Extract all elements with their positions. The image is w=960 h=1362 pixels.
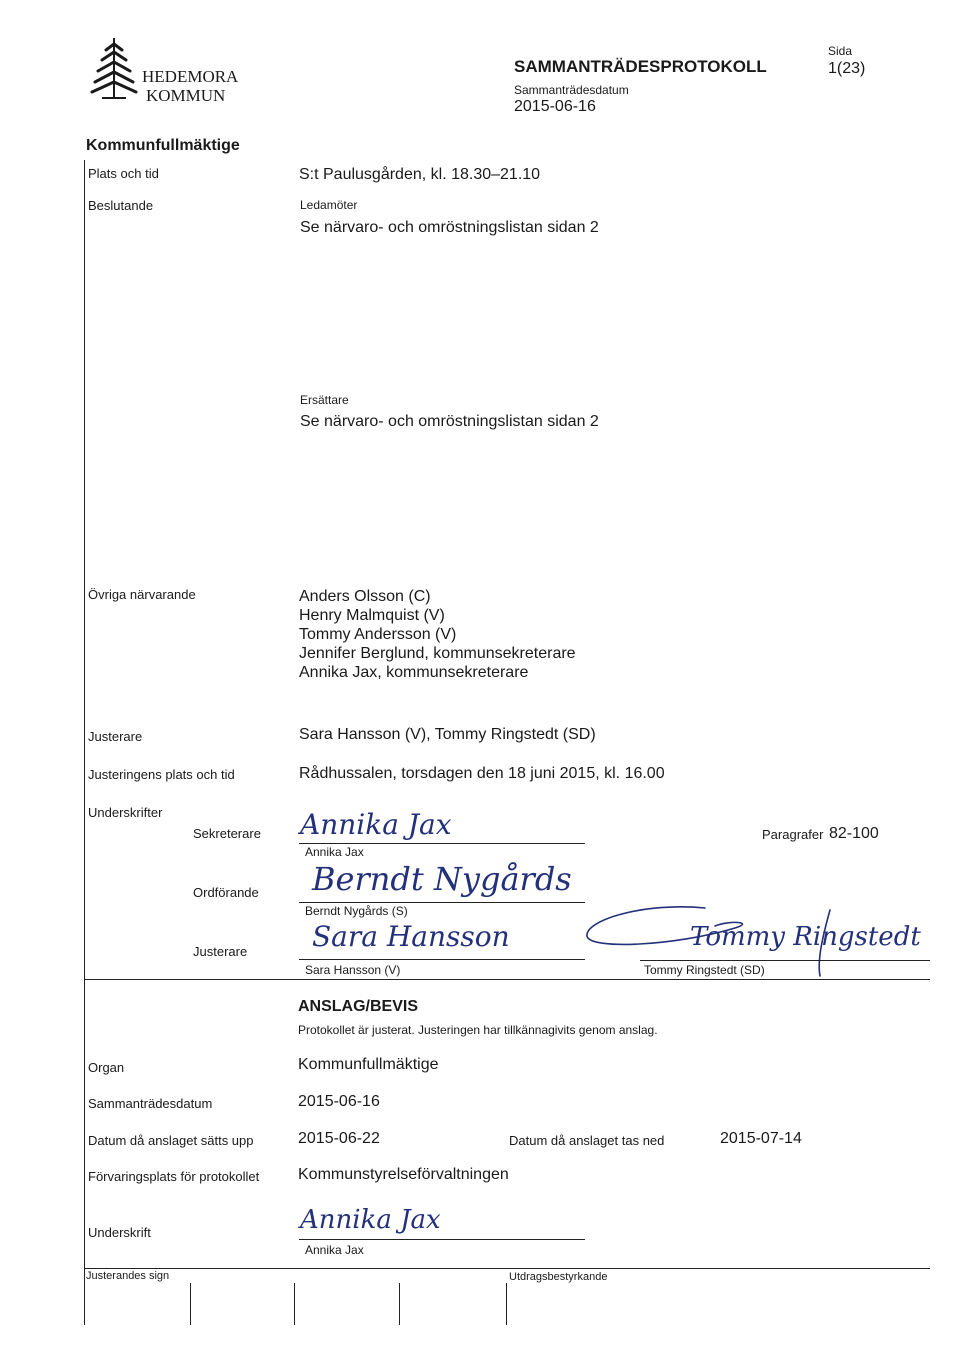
signature-name: Annika Jax bbox=[305, 1243, 364, 1257]
organ-label: Organ bbox=[88, 1060, 125, 1075]
adjusters-label: Justerare bbox=[88, 729, 143, 744]
page-label: Sida bbox=[828, 44, 853, 58]
decision-label: Beslutande bbox=[88, 198, 154, 213]
organ-value: Kommunfullmäktige bbox=[298, 1056, 439, 1073]
signature-label: Underskrift bbox=[88, 1225, 151, 1240]
notice-text: Protokollet är justerat. Justeringen har tillkännagivits genom anslag. bbox=[298, 1023, 658, 1037]
header-date-label: Sammanträdesdatum bbox=[514, 83, 629, 97]
place-label: Plats och tid bbox=[88, 166, 159, 181]
chair-name: Berndt Nygårds (S) bbox=[305, 904, 408, 918]
others-item: Jennifer Berglund, kommunsekreterare bbox=[299, 645, 576, 662]
secretary-signature: Annika Jax bbox=[300, 808, 452, 841]
chair-label: Ordförande bbox=[193, 885, 259, 900]
substitutes-value: Se närvaro- och omröstningslistan sidan 2 bbox=[300, 413, 599, 430]
posted-label: Datum då anslaget sätts upp bbox=[88, 1133, 254, 1148]
removed-label: Datum då anslaget tas ned bbox=[509, 1133, 665, 1148]
adjuster1-signature-line bbox=[299, 959, 585, 960]
adjusters-value: Sara Hansson (V), Tommy Ringstedt (SD) bbox=[299, 726, 596, 743]
adjuster-label: Justerare bbox=[193, 944, 248, 959]
extract-label: Utdragsbestyrkande bbox=[509, 1271, 608, 1283]
others-item: Tommy Andersson (V) bbox=[299, 626, 457, 643]
sign-box-divider bbox=[506, 1283, 507, 1325]
storage-label: Förvaringsplats för protokollet bbox=[88, 1169, 260, 1184]
place-value: S:t Paulusgården, kl. 18.30–21.10 bbox=[299, 166, 541, 183]
others-item: Anders Olsson (C) bbox=[299, 588, 431, 605]
document-title: SAMMANTRÄDESPROTOKOLL bbox=[514, 57, 767, 76]
others-label: Övriga närvarande bbox=[88, 587, 196, 602]
adjust-place-value: Rådhussalen, torsdagen den 18 juni 2015, kl. 16.00 bbox=[299, 765, 665, 782]
substitutes-label: Ersättare bbox=[300, 393, 349, 407]
adjuster2-signature-line bbox=[640, 960, 930, 961]
notice-date-value: 2015-06-16 bbox=[298, 1093, 380, 1110]
adjuster1-signature: Sara Hansson bbox=[312, 920, 510, 953]
logo-line-2: KOMMUN bbox=[146, 86, 226, 105]
others-item: Henry Malmquist (V) bbox=[299, 607, 445, 624]
page-number: 1(23) bbox=[828, 60, 866, 77]
paragraphs-label: Paragrafer bbox=[762, 827, 824, 842]
footer-signature-line bbox=[299, 1239, 585, 1240]
spruce-tree-icon bbox=[88, 36, 140, 100]
sign-box-divider bbox=[399, 1283, 400, 1325]
signatures-bottom-rule bbox=[84, 979, 930, 980]
posted-value: 2015-06-22 bbox=[298, 1130, 380, 1147]
notice-date-label: Sammanträdesdatum bbox=[88, 1096, 213, 1111]
logo-line-1: HEDEMORA bbox=[142, 67, 239, 86]
chair-signature: Berndt Nygårds bbox=[312, 860, 572, 898]
header-date: 2015-06-16 bbox=[514, 98, 596, 115]
signatures-label: Underskrifter bbox=[88, 805, 163, 820]
sign-box-divider bbox=[294, 1283, 295, 1325]
body-name: Kommunfullmäktige bbox=[86, 137, 240, 154]
notice-title: ANSLAG/BEVIS bbox=[298, 998, 419, 1015]
footer-signature: Annika Jax bbox=[300, 1205, 441, 1235]
paragraphs-value: 82-100 bbox=[829, 825, 879, 842]
secretary-signature-line bbox=[299, 843, 585, 844]
footer-top-rule bbox=[84, 1268, 930, 1269]
left-margin-rule bbox=[84, 160, 85, 1325]
chair-signature-line bbox=[299, 902, 585, 903]
secretary-label: Sekreterare bbox=[193, 826, 261, 841]
adjuster1-name: Sara Hansson (V) bbox=[305, 963, 401, 977]
adjusters-sign-label: Justerandes sign bbox=[86, 1270, 170, 1282]
members-label: Ledamöter bbox=[300, 198, 358, 212]
secretary-name: Annika Jax bbox=[305, 845, 364, 859]
adjust-place-label: Justeringens plats och tid bbox=[88, 767, 235, 782]
storage-value: Kommunstyrelseförvaltningen bbox=[298, 1166, 509, 1183]
adjuster2-signature: Tommy Ringstedt bbox=[690, 922, 921, 952]
removed-value: 2015-07-14 bbox=[720, 1130, 802, 1147]
adjuster2-name: Tommy Ringstedt (SD) bbox=[644, 963, 765, 977]
sign-box-divider bbox=[190, 1283, 191, 1325]
members-value: Se närvaro- och omröstningslistan sidan 2 bbox=[300, 219, 599, 236]
others-item: Annika Jax, kommunsekreterare bbox=[299, 664, 529, 681]
